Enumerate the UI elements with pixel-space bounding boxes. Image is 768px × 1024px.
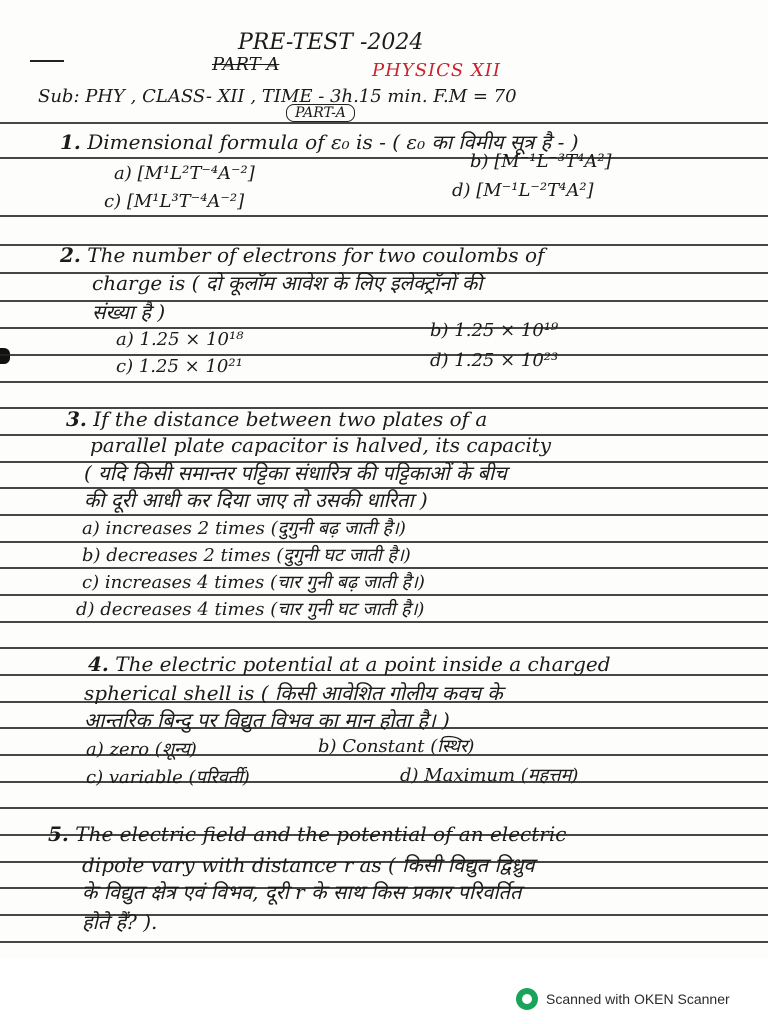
q1-option-a	[114, 163, 255, 184]
question-text: Dimensional formula of ε₀ is - ( ε₀ का विमीय सूत्र है - )	[87, 130, 579, 154]
question-3-line-3: ( यदि किसी समान्तर पट्टिका संधारित्र की पट्टिकाओं के बीच	[84, 461, 507, 485]
option-label: a)	[86, 739, 104, 760]
option-label: c)	[82, 572, 100, 593]
q4-option-c	[86, 765, 250, 789]
question-4-line-3: आन्तरिक बिन्दु पर विद्युत विभव का मान होता है। )	[84, 708, 450, 732]
question-4-line-2: spherical shell is ( किसी आवेशित गोलीय कवच के	[84, 681, 503, 705]
q3-option-b	[82, 543, 411, 567]
option-label: a)	[114, 163, 132, 184]
option-label: c)	[104, 191, 122, 212]
option-label: b)	[318, 736, 337, 757]
ruled-line	[0, 215, 768, 217]
question-5-line-1	[48, 822, 566, 846]
option-text: [M⁻¹L⁻²T⁴A²]	[476, 180, 594, 201]
question-5-line-2: dipole vary with distance r as ( किसी विद्युत द्विध्रुव	[82, 853, 535, 877]
option-label: d)	[452, 180, 471, 201]
option-label: b)	[470, 151, 489, 172]
q4-option-b	[318, 734, 474, 758]
ruled-line	[0, 807, 768, 809]
q4-option-d	[400, 763, 578, 787]
question-number: 5.	[48, 822, 69, 846]
option-text: 1.25 × 10¹⁹	[454, 320, 559, 341]
question-text: If the distance between two plates of a	[93, 407, 488, 431]
q4-option-a	[86, 737, 197, 761]
ruled-line	[0, 381, 768, 383]
option-text: increases 2 times (दुगुनी बढ़ जाती है।)	[105, 518, 406, 539]
question-number: 4.	[88, 652, 109, 676]
q3-option-c	[82, 570, 425, 594]
question-5-line-4: होते हैं? ).	[82, 910, 158, 934]
option-label: d)	[400, 765, 419, 786]
question-3-line-1	[66, 407, 487, 431]
binder-mark	[0, 348, 10, 364]
ruled-line	[0, 621, 768, 623]
option-text: decreases 4 times (चार गुनी घट जाती है।)	[100, 599, 425, 620]
option-text: 1.25 × 10¹⁸	[139, 329, 244, 350]
question-2-line-3: संख्या है )	[92, 300, 166, 324]
option-text: zero (शून्य)	[109, 739, 197, 760]
option-label: c)	[116, 356, 134, 377]
option-label: c)	[86, 767, 104, 788]
subject-red-label: PHYSICS XII	[372, 60, 501, 81]
option-label: a)	[82, 518, 100, 539]
ruled-line	[0, 594, 768, 596]
question-text: The electric field and the potential of an electric	[75, 822, 567, 846]
question-3-line-2: parallel plate capacitor is halved, its capacity	[90, 433, 552, 457]
question-5-line-3: के विद्युत क्षेत्र एवं विभव, दूरी r के साथ किस प्रकार परिवर्तित	[82, 880, 522, 904]
ruled-line	[0, 157, 768, 159]
q1-option-c	[104, 191, 244, 212]
q2-option-d	[430, 350, 558, 371]
q3-option-d	[76, 597, 424, 621]
option-label: b)	[430, 320, 449, 341]
question-number: 3.	[66, 407, 87, 431]
option-label: a)	[116, 329, 134, 350]
scanner-text: Scanned with OKEN Scanner	[546, 991, 730, 1007]
question-2-line-1	[60, 243, 544, 267]
q3-option-a	[82, 516, 406, 540]
question-text: The electric potential at a point inside a charged	[115, 652, 611, 676]
question-text: The number of electrons for two coulombs of	[87, 243, 545, 267]
option-text: decreases 2 times (दुगुनी घट जाती है।)	[106, 545, 411, 566]
question-number: 2.	[60, 243, 81, 267]
question-4-line-1	[88, 652, 611, 676]
question-2-line-2: charge is ( दो कूलॉम आवेश के लिए इलेक्ट्रॉनों की	[92, 271, 483, 295]
ruled-line	[0, 941, 768, 943]
scanner-watermark	[516, 988, 730, 1010]
option-text: Constant (स्थिर)	[342, 736, 475, 757]
margin-dash	[30, 60, 64, 62]
option-text: [M¹L²T⁻⁴A⁻²]	[137, 163, 255, 184]
option-text: 1.25 × 10²¹	[138, 356, 243, 377]
exam-title: PRE-TEST -2024	[238, 30, 424, 55]
question-number: 1.	[60, 130, 81, 154]
option-text: [M¹L³T⁻⁴A⁻²]	[126, 191, 245, 212]
option-text: Maximum (महत्तम)	[424, 765, 579, 786]
oken-scanner-icon	[516, 988, 538, 1010]
q1-option-d	[452, 180, 594, 201]
ruled-line	[0, 567, 768, 569]
struck-part-label: PART A	[212, 54, 280, 75]
option-label: d)	[76, 599, 95, 620]
q2-option-b	[430, 320, 558, 341]
option-text: 1.25 × 10²³	[454, 350, 559, 371]
ruled-line	[0, 122, 768, 124]
option-text: [M⁻¹L⁻³T⁴A²]	[494, 151, 612, 172]
exam-info-line: Sub: PHY , CLASS- XII , TIME - 3h.15 min. F.M = 70	[38, 86, 517, 107]
option-text: variable (परिवर्ती)	[108, 767, 250, 788]
question-3-line-4: की दूरी आधी कर दिया जाए तो उसकी धारिता )	[84, 488, 428, 512]
option-label: b)	[82, 545, 101, 566]
part-a-box: PART-A	[286, 104, 355, 122]
ruled-line	[0, 647, 768, 649]
q2-option-a	[116, 329, 243, 350]
option-text: increases 4 times (चार गुनी बढ़ जाती है।)	[104, 572, 425, 593]
option-label: d)	[430, 350, 449, 371]
q1-option-b	[470, 151, 612, 172]
q2-option-c	[116, 356, 243, 377]
